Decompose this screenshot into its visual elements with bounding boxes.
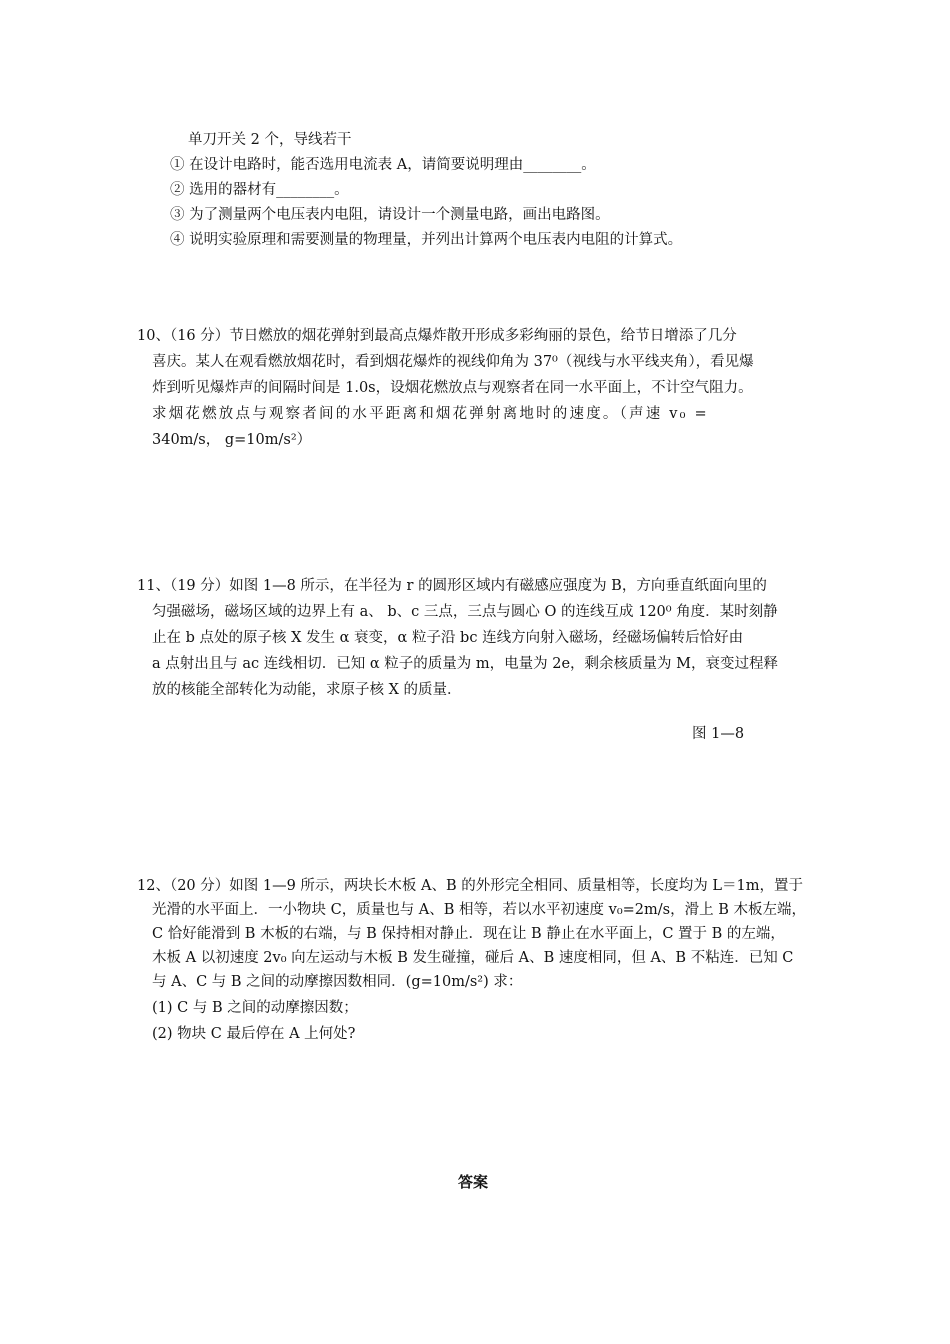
answer-heading: 答案 [458,1173,489,1191]
q12-line-4: 木板 A 以初速度 2v₀ 向左运动与木板 B 发生碰撞，碰后 A、B 速度相同，但 A、B 不粘连．已知 C [152,950,794,966]
q10-line-5: 340m/s， g=10m/s²） [152,432,312,448]
q12-line-2: 光滑的水平面上．一小物块 C，质量也与 A、B 相等，若以水平初速度 v₀=2m/s，滑上 B 木板左端， [152,902,806,918]
q12-subquestion-1: (1) C 与 B 之间的动摩擦因数； [152,1000,358,1016]
q11-figure-caption: 图 1—8 [692,726,745,742]
q11-line-1: 11、（19 分）如图 1—8 所示，在半径为 r 的圆形区域内有磁感应强度为 B，方向垂直纸面向里的 [137,578,767,594]
q9-item-2: ② 选用的器材有________。 [170,182,349,198]
q9-item-1: ① 在设计电路时，能否选用电流表 A，请简要说明理由________。 [170,157,596,173]
q9-item-3: ③ 为了测量两个电压表内电阻，请设计一个测量电路，画出电路图。 [170,207,610,223]
q11-line-2: 匀强磁场，磁场区域的边界上有 a、 b、c 三点，三点与圆心 O 的连线互成 120⁰ 角度．某时刻静 [152,604,778,620]
q12-line-3: C 恰好能滑到 B 木板的右端，与 B 保持相对静止．现在让 B 静止在水平面上，C 置于 B 的左端， [152,926,785,942]
q10-line-2: 喜庆。某人在观看燃放烟花时，看到烟花爆炸的视线仰角为 37⁰（视线与水平线夹角），看见爆 [152,354,754,370]
q11-line-3: 止在 b 点处的原子核 X 发生 α 衰变，α 粒子沿 bc 连线方向射入磁场，经磁场偏转后恰好由 [152,630,744,646]
q9-equipment-line: 单刀开关 2 个，导线若干 [188,132,352,148]
q12-line-5: 与 A、C 与 B 之间的动摩擦因数相同．(g=10m/s²) 求： [152,974,523,990]
q10-line-3: 炸到听见爆炸声的间隔时间是 1.0s，设烟花燃放点与观察者在同一水平面上，不计空气阻力。 [152,380,753,396]
q11-line-5: 放的核能全部转化为动能，求原子核 X 的质量． [152,682,462,698]
q11-line-4: a 点射出且与 ac 连线相切．已知 α 粒子的质量为 m，电量为 2e，剩余核质量为 M，衰变过程释 [152,656,778,672]
q9-item-4: ④ 说明实验原理和需要测量的物理量，并列出计算两个电压表内电阻的计算式。 [170,232,683,248]
q10-line-4: 求烟花燃放点与观察者间的水平距离和烟花弹射离地时的速度。（声速 v₀ = [152,406,709,422]
q12-line-1: 12、（20 分）如图 1—9 所示，两块长木板 A、B 的外形完全相同、质量相等，长度均为 L＝1m，置于 [137,878,803,894]
q10-line-1: 10、（16 分）节日燃放的烟花弹射到最高点爆炸散开形成多彩绚丽的景色，给节日增添了几分 [137,328,737,344]
q12-subquestion-2: (2) 物块 C 最后停在 A 上何处? [152,1026,356,1042]
